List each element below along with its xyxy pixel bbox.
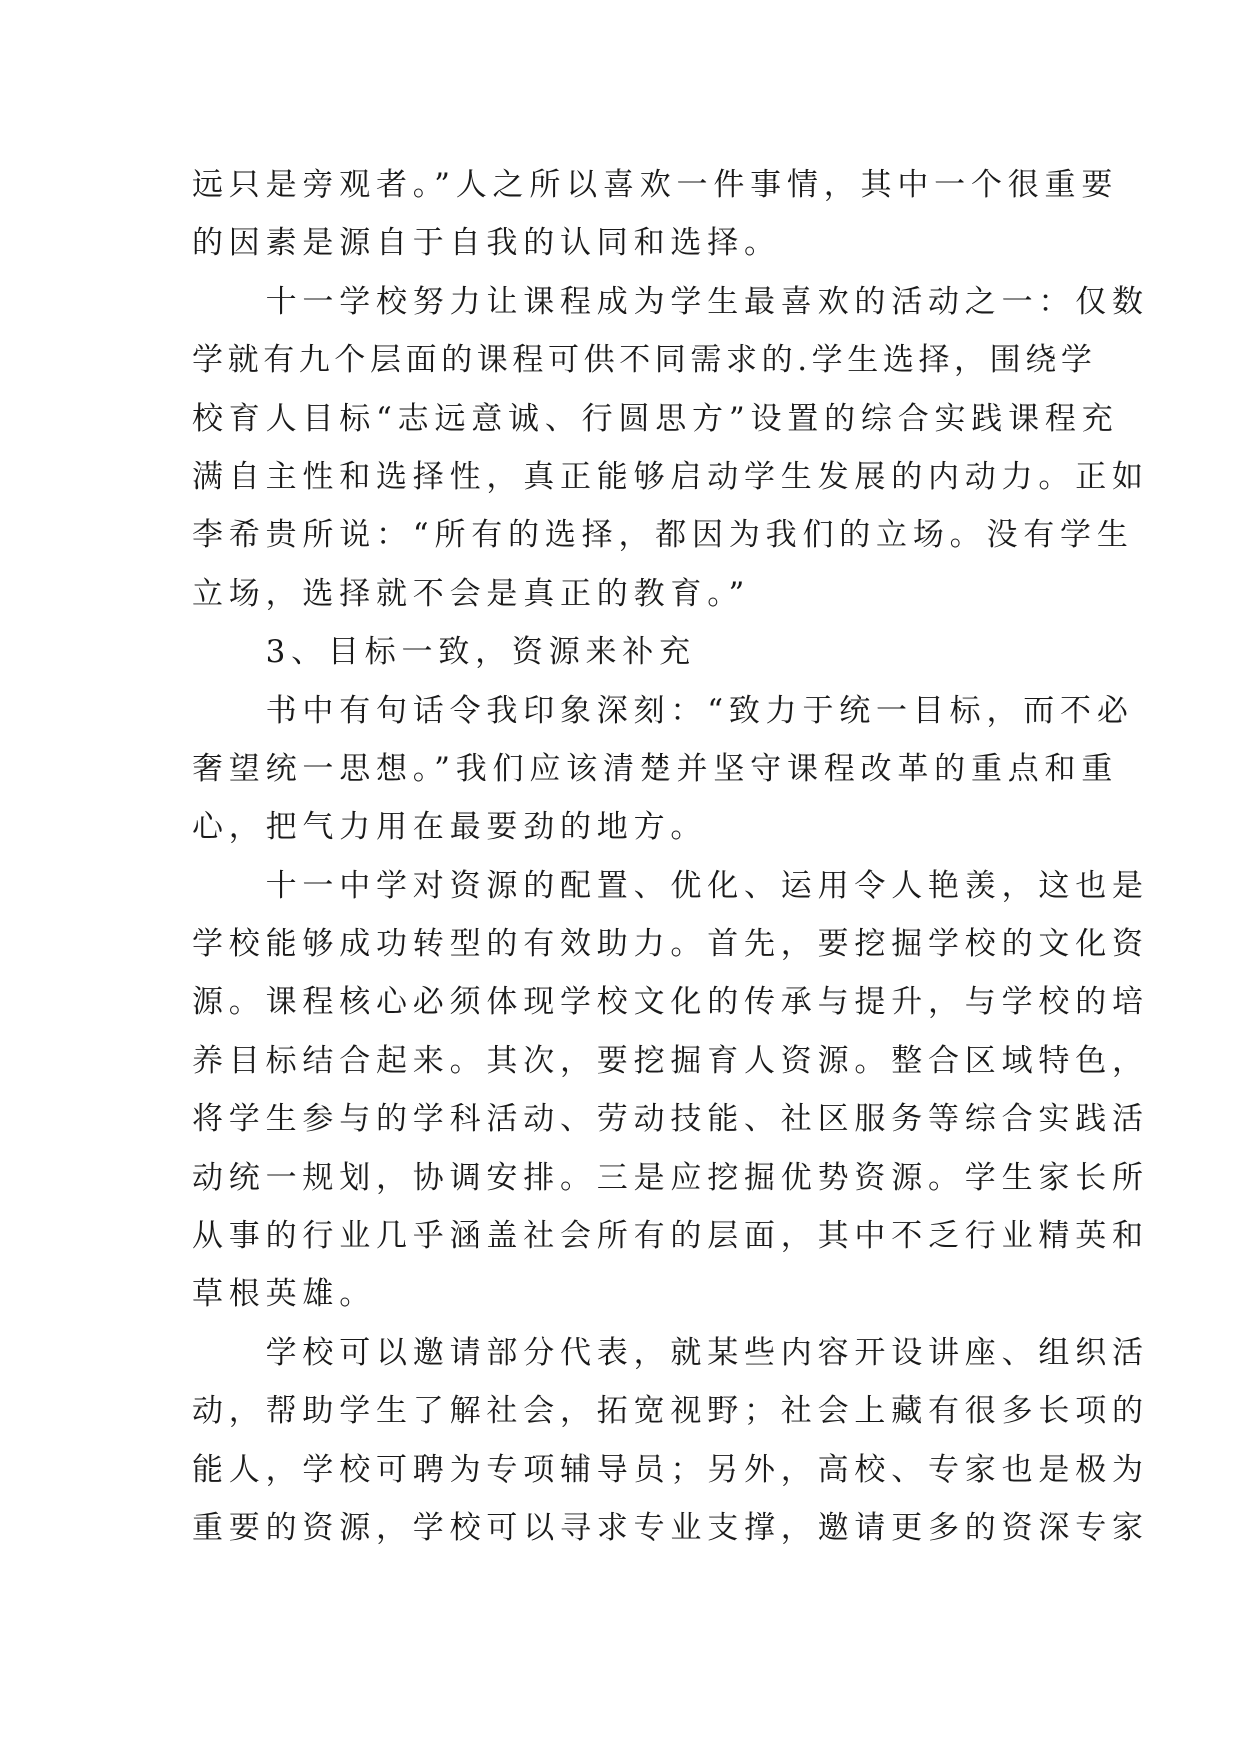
text-line: 学校可以邀请部分代表，就某些内容开设讲座、组织活 (192, 1334, 1149, 1371)
text-line: 书中有句话令我印象深刻：“致力于统一目标，而不必 (192, 692, 1134, 729)
text-line: 动统一规划，协调安排。三是应挖掘优势资源。学生家长所 (192, 1159, 1149, 1196)
text-line: 的因素是源自于自我的认同和选择。 (192, 225, 781, 262)
text-line: 李希贵所说：“所有的选择，都因为我们的立场。没有学生 (192, 517, 1134, 554)
text-line: 草根英雄。 (192, 1276, 376, 1313)
text-line: 奢望统一思想。”我们应该清楚并坚守课程改革的重点和重 (192, 750, 1119, 787)
text-line: 远只是旁观者。”人之所以喜欢一件事情，其中一个很重要 (192, 167, 1119, 203)
text-line: 满自主性和选择性，真正能够启动学生发展的内动力。正如 (192, 458, 1149, 495)
text-line: 源。课程核心必须体现学校文化的传承与提升，与学校的培 (192, 984, 1149, 1021)
text-line: 心，把气力用在最要劲的地方。 (192, 809, 708, 846)
text-line: 立场，选择就不会是真正的教育。” (192, 575, 751, 612)
text-line: 校育人目标“志远意诚、行圆思方”设置的综合实践课程充 (192, 400, 1119, 437)
text-line: 十一中学对资源的配置、优化、运用令人艳羡，这也是 (192, 867, 1149, 904)
text-line: 重要的资源，学校可以寻求专业支撑，邀请更多的资深专家 (192, 1509, 1149, 1546)
body-text (192, 156, 1149, 1557)
text-line: 动，帮助学生了解社会，拓宽视野；社会上藏有很多长项的 (192, 1393, 1149, 1430)
text-line: 学就有九个层面的课程可供不同需求的.学生选择，围绕学 (192, 342, 1097, 379)
text-line: 养目标结合起来。其次，要挖掘育人资源。整合区域特色， (192, 1042, 1149, 1079)
text-line: 将学生参与的学科活动、劳动技能、社区服务等综合实践活 (192, 1101, 1149, 1138)
text-line: 能人，学校可聘为专项辅导员；另外，高校、专家也是极为 (192, 1451, 1149, 1488)
text-line: 从事的行业几乎涵盖社会所有的层面，其中不乏行业精英和 (192, 1218, 1149, 1255)
text-line: 十一学校努力让课程成为学生最喜欢的活动之一：仅数 (192, 283, 1149, 320)
text-line: 学校能够成功转型的有效助力。首先，要挖掘学校的文化资 (192, 926, 1149, 963)
section-heading: 3、目标一致，资源来补充 (192, 634, 696, 671)
